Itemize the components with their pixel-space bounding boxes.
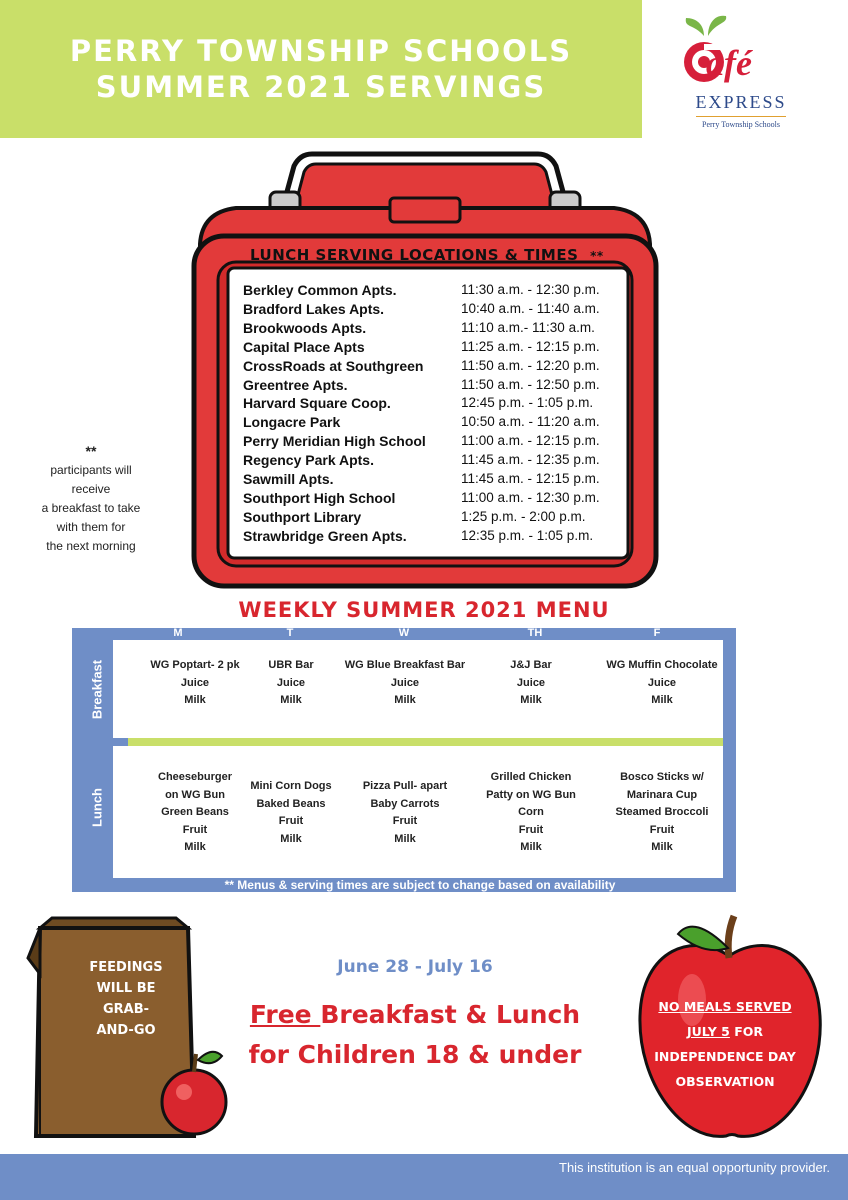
location-time: 11:25 a.m. - 12:15 p.m. xyxy=(461,338,600,354)
location-time: 11:45 a.m. - 12:15 p.m. xyxy=(461,471,600,486)
footer-text: This institution is an equal opportunity provider. xyxy=(559,1160,830,1175)
logo-wordmark: afé xyxy=(706,43,752,83)
breakfast-cell xyxy=(250,657,332,710)
menu-item: Juice xyxy=(516,676,546,689)
location-name: Sawmill Apts. xyxy=(243,471,334,487)
location-row xyxy=(229,414,629,433)
lunch-cell xyxy=(596,769,728,857)
location-time: 11:50 a.m. - 12:50 p.m. xyxy=(461,376,600,392)
breakfast-cell xyxy=(340,657,470,710)
free-word: Free xyxy=(249,1000,321,1029)
menu-item: Milk xyxy=(394,694,416,706)
breakfast-label: Breakfast xyxy=(89,659,105,720)
lunch-cell xyxy=(140,769,250,857)
menu-item: Milk xyxy=(651,841,673,853)
location-name: Bradford Lakes Apts. xyxy=(243,300,385,317)
lunch-cell xyxy=(340,778,470,848)
side-note-line: with them for xyxy=(56,520,126,534)
bag-text-line: GRAB- xyxy=(102,1002,150,1017)
menu-item: Milk xyxy=(184,694,206,706)
page-title-line-2: SUMMER 2021 SERVINGS xyxy=(95,70,547,104)
location-row xyxy=(229,282,629,301)
side-note xyxy=(32,442,150,556)
menu-item: UBR Bar xyxy=(268,659,314,671)
location-name: Perry Meridian High School xyxy=(243,433,426,450)
lunch-cell xyxy=(478,769,584,857)
locations-title xyxy=(250,246,604,264)
menu-item: Milk xyxy=(520,694,542,706)
bag-text-line: AND-GO xyxy=(96,1023,156,1038)
locations-list xyxy=(229,270,629,548)
day-label-tuesday: T xyxy=(286,627,294,639)
page-title-line-1: PERRY TOWNSHIP SCHOOLS xyxy=(69,34,573,68)
notice-line-4: OBSERVATION xyxy=(675,1074,775,1089)
location-name: CrossRoads at Southgreen xyxy=(243,357,424,374)
lunch-label: Lunch xyxy=(89,788,105,827)
location-row xyxy=(229,301,629,320)
location-time: 11:10 a.m.- 11:30 a.m. xyxy=(461,319,595,335)
menu-item: Fruit xyxy=(649,823,675,836)
logo-rule xyxy=(696,116,786,117)
menu-item: Juice xyxy=(647,676,677,689)
menu-item: Green Beans xyxy=(161,806,229,818)
location-row xyxy=(229,433,629,452)
day-label-thursday: TH xyxy=(527,627,543,639)
menu-item: Milk xyxy=(280,832,302,845)
notice-line-2 xyxy=(640,1019,810,1044)
location-row xyxy=(229,358,629,377)
lunch-cell xyxy=(250,778,332,848)
menu-item: WG Poptart- 2 pk xyxy=(150,659,240,671)
location-time: 10:50 a.m. - 11:20 a.m. xyxy=(461,414,600,430)
locations-title-text: LUNCH SERVING LOCATIONS & TIMES xyxy=(250,246,579,264)
side-note-line: receive xyxy=(71,482,111,496)
free-meals-headline xyxy=(220,1000,610,1029)
location-name: Capital Place Apts xyxy=(243,338,365,355)
free-rest: Breakfast & Lunch xyxy=(320,1000,581,1029)
location-row xyxy=(229,509,629,528)
logo-subtitle: Perry Township Schools xyxy=(702,120,780,129)
location-time: 1:25 p.m. - 2:00 p.m. xyxy=(461,508,586,524)
menu-item: Pizza Pull- apart xyxy=(362,780,448,792)
menu-item: Fruit xyxy=(182,823,208,836)
side-note-line: a breakfast to take xyxy=(41,501,141,515)
location-name: Berkley Common Apts. xyxy=(243,282,397,298)
menu-item: Fruit xyxy=(278,815,304,827)
locations-title-marker: ** xyxy=(590,249,604,263)
serving-dates: June 28 - July 16 xyxy=(337,957,493,977)
menu-item: Grilled Chicken xyxy=(490,771,572,783)
side-note-stars: ** xyxy=(85,443,97,459)
notice-date: JULY 5 xyxy=(686,1024,730,1039)
breakfast-cell xyxy=(478,657,584,710)
children-eligibility: for Children 18 & under xyxy=(248,1040,582,1069)
menu-item: Patty on WG Bun xyxy=(486,788,576,801)
menu-item: Mini Corn Dogs xyxy=(250,780,332,792)
location-time: 12:35 p.m. - 1:05 p.m. xyxy=(461,527,594,543)
location-time: 10:40 a.m. - 11:40 a.m. xyxy=(461,300,600,316)
menu-item: Fruit xyxy=(392,815,418,827)
bag-text-line: WILL BE xyxy=(96,981,156,996)
menu-disclaimer: ** Menus & serving times are subject to change based on availability xyxy=(224,878,616,892)
menu-title: WEEKLY SUMMER 2021 MENU xyxy=(238,598,610,622)
menu-item: WG Muffin Chocolate xyxy=(606,659,718,671)
menu-item: Milk xyxy=(280,694,302,706)
location-time: 11:00 a.m. - 12:15 p.m. xyxy=(461,433,600,449)
notice-line-1: NO MEALS SERVED xyxy=(658,999,792,1014)
day-label-friday: F xyxy=(653,627,661,639)
menu-item: Cheeseburger xyxy=(158,771,232,783)
location-row xyxy=(229,452,629,471)
day-label-monday: M xyxy=(173,627,183,639)
menu-item: WG Blue Breakfast Bar xyxy=(344,659,466,671)
logo-express: EXPRESS xyxy=(695,92,787,112)
menu-item: Fruit xyxy=(518,823,544,836)
location-name: Strawbridge Green Apts. xyxy=(243,527,407,544)
breakfast-cell xyxy=(596,657,728,710)
header-band xyxy=(0,0,642,138)
day-label-wednesday: W xyxy=(398,627,410,639)
menu-item: Baked Beans xyxy=(256,797,326,810)
location-row xyxy=(229,339,629,358)
menu-item: Juice xyxy=(276,676,306,689)
location-name: Harvard Square Coop. xyxy=(243,395,391,412)
location-name: Regency Park Apts. xyxy=(243,452,374,469)
location-name: Brookwoods Apts. xyxy=(243,319,367,336)
location-time: 11:45 a.m. - 12:35 p.m. xyxy=(461,452,600,468)
menu-item: Steamed Broccoli xyxy=(615,806,709,818)
location-row xyxy=(229,490,629,509)
notice-line-2-rest: FOR xyxy=(729,1024,764,1039)
bag-text-line: FEEDINGS xyxy=(89,960,163,975)
location-time: 12:45 p.m. - 1:05 p.m. xyxy=(461,395,594,411)
breakfast-cell xyxy=(140,657,250,710)
location-row xyxy=(229,471,629,490)
location-row xyxy=(229,320,629,339)
menu-item: J&J Bar xyxy=(510,659,552,671)
notice-line-3: INDEPENDENCE DAY xyxy=(654,1049,796,1064)
location-name: Southport Library xyxy=(243,508,362,525)
location-time: 11:00 a.m. - 12:30 p.m. xyxy=(461,489,600,505)
grab-and-go-text xyxy=(58,957,194,1041)
menu-item: Milk xyxy=(651,694,673,706)
location-name: Greentree Apts. xyxy=(243,376,348,393)
location-name: Longacre Park xyxy=(243,414,341,431)
menu-divider xyxy=(128,738,723,746)
menu-item: Bosco Sticks w/ xyxy=(620,771,704,783)
menu-item: Juice xyxy=(390,676,420,689)
location-row xyxy=(229,528,629,547)
menu-item: Marinara Cup xyxy=(626,788,698,801)
menu-item: Milk xyxy=(520,841,542,853)
location-time: 11:30 a.m. - 12:30 p.m. xyxy=(461,282,600,297)
location-name: Southport High School xyxy=(243,489,396,506)
menu-item: Milk xyxy=(184,841,206,853)
cafe-express-logo xyxy=(676,14,806,136)
menu-item: Milk xyxy=(394,832,416,845)
menu-item: Corn xyxy=(518,806,544,818)
location-time: 11:50 a.m. - 12:20 p.m. xyxy=(461,357,600,373)
location-row xyxy=(229,395,629,414)
menu-item: Baby Carrots xyxy=(370,797,440,810)
no-meals-notice xyxy=(640,994,810,1094)
side-note-line: the next morning xyxy=(46,539,136,553)
menu-item: on WG Bun xyxy=(165,788,225,801)
menu-item: Juice xyxy=(180,676,210,689)
location-row xyxy=(229,377,629,396)
side-note-line: participants will xyxy=(50,463,132,477)
